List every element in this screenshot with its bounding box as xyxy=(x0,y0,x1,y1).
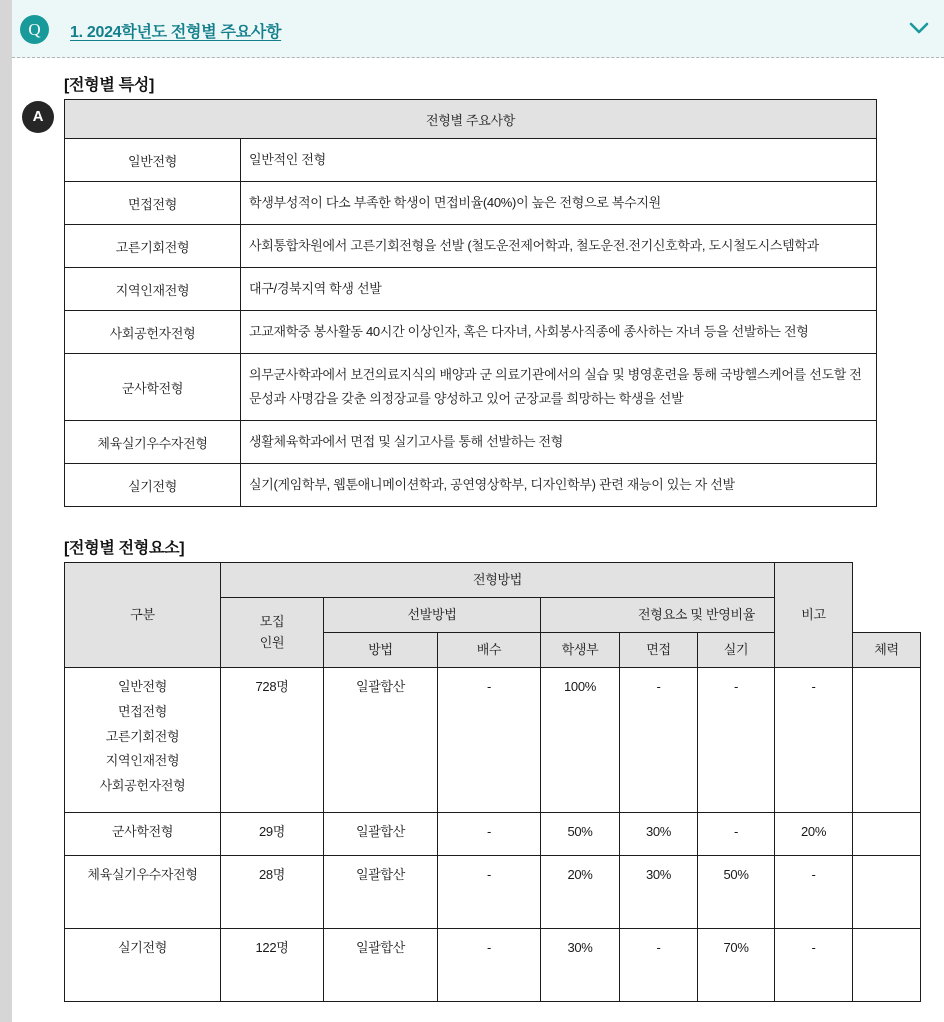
admission-features-table xyxy=(64,99,877,507)
factors-category-item: 군사학전형 xyxy=(111,824,174,840)
table-row xyxy=(65,182,877,225)
factors-remarks xyxy=(853,929,921,1002)
factors-category-item: 사회공헌자전형 xyxy=(99,778,186,794)
factors-header-quota-line2: 인원 xyxy=(259,634,285,650)
factors-quota: 28명 xyxy=(221,856,324,929)
factors-quota: 122명 xyxy=(221,929,324,1002)
chevron-down-icon[interactable] xyxy=(908,20,930,36)
factors-header-quota-line1: 모집 xyxy=(259,614,285,630)
admission-type-description: 생활체육학과에서 면접 및 실기고사를 통해 선발하는 전형 xyxy=(241,421,877,464)
factors-fitness: - xyxy=(775,929,853,1002)
factors-header-practical: 실기 xyxy=(698,633,775,668)
table-row xyxy=(65,813,921,856)
factors-category-item: 실기전형 xyxy=(117,940,168,956)
factors-category-item: 고른기회전형 xyxy=(105,728,180,744)
factors-fitness: 20% xyxy=(775,813,853,856)
factors-method: 일괄합산 xyxy=(324,813,438,856)
factors-fitness: - xyxy=(775,668,853,813)
factors-header-category: 구분 xyxy=(65,563,221,668)
admission-type-description: 사회통합차원에서 고른기회전형을 선발 (철도운전제어학과, 철도운전.전기신호학과, 도시철도시스템학과 xyxy=(241,225,877,268)
admission-type-description: 학생부성적이 다소 부족한 학생이 면접비율(40%)이 높은 전형으로 복수지원 xyxy=(241,182,877,225)
factors-categories xyxy=(65,856,221,929)
table-header-row xyxy=(65,100,877,139)
factors-categories xyxy=(65,668,221,813)
factors-header-selection-group: 선발방법 xyxy=(324,598,541,633)
table-row xyxy=(65,464,877,507)
admission-type-description: 고교재학중 봉사활동 40시간 이상인자, 혹은 다자녀, 사회봉사직종에 종사하는 자녀 등을 선발하는 전형 xyxy=(241,311,877,354)
factors-interview: - xyxy=(620,929,698,1002)
admission-type-label: 실기전형 xyxy=(65,464,241,507)
answer-content xyxy=(64,58,944,1002)
table-row xyxy=(65,225,877,268)
factors-interview: 30% xyxy=(620,813,698,856)
factors-remarks xyxy=(853,856,921,929)
admission-type-description: 실기(게임학부, 웹툰애니메이션학과, 공연영상학부, 디자인학부) 관련 재능이 있는 자 선발 xyxy=(241,464,877,507)
factors-remarks xyxy=(853,813,921,856)
section-title-features: [전형별 특성] xyxy=(64,77,154,94)
factors-practical: 70% xyxy=(698,929,775,1002)
factors-header-quota xyxy=(221,598,324,668)
admission-type-label: 일반전형 xyxy=(65,139,241,182)
table-row xyxy=(65,268,877,311)
admission-type-label: 체육실기우수자전형 xyxy=(65,421,241,464)
factors-multiple: - xyxy=(438,856,541,929)
factors-header-interview: 면접 xyxy=(620,633,698,668)
table-row xyxy=(65,668,921,813)
admission-type-label: 사회공헌자전형 xyxy=(65,311,241,354)
factors-quota: 29명 xyxy=(221,813,324,856)
factors-method: 일괄합산 xyxy=(324,668,438,813)
question-badge: Q xyxy=(20,15,49,44)
factors-header-remarks: 비고 xyxy=(775,563,853,668)
factors-category-item: 일반전형 xyxy=(117,679,168,695)
table-row xyxy=(65,421,877,464)
admission-type-label: 군사학전형 xyxy=(65,354,241,421)
page-left-gutter xyxy=(0,0,12,1022)
factors-school-record: 20% xyxy=(541,856,620,929)
factors-category-item: 면접전형 xyxy=(117,704,168,720)
factors-multiple: - xyxy=(438,813,541,856)
table-row xyxy=(65,929,921,1002)
factors-header-multiple: 배수 xyxy=(438,633,541,668)
factors-practical: - xyxy=(698,813,775,856)
question-header[interactable] xyxy=(12,0,944,58)
table-row xyxy=(65,311,877,354)
factors-method: 일괄합산 xyxy=(324,856,438,929)
question-title[interactable]: 1. 2024학년도 전형별 주요사항 xyxy=(70,24,282,41)
factors-multiple: - xyxy=(438,929,541,1002)
factors-remarks xyxy=(853,668,921,813)
features-table-header: 전형별 주요사항 xyxy=(65,100,877,139)
factors-school-record: 100% xyxy=(541,668,620,813)
factors-multiple: - xyxy=(438,668,541,813)
factors-practical: 50% xyxy=(698,856,775,929)
table-row xyxy=(65,354,877,421)
section-title-factors: [전형별 전형요소] xyxy=(64,540,185,558)
factors-categories xyxy=(65,929,221,1002)
factors-school-record: 30% xyxy=(541,929,620,1002)
factors-interview: 30% xyxy=(620,856,698,929)
admission-factors-table xyxy=(64,562,921,1002)
table-row xyxy=(65,139,877,182)
factors-header-method: 방법 xyxy=(324,633,438,668)
table-row xyxy=(65,856,921,929)
table-header-row xyxy=(65,563,921,598)
admission-type-label: 면접전형 xyxy=(65,182,241,225)
factors-school-record: 50% xyxy=(541,813,620,856)
factors-header-method-group: 전형방법 xyxy=(221,563,775,598)
factors-quota: 728명 xyxy=(221,668,324,813)
admission-type-description: 의무군사학과에서 보건의료지식의 배양과 군 의료기관에서의 실습 및 병영훈련을 통해 국방헬스케어를 선도할 전문성과 사명감을 갖춘 의정장교를 양성하고 있어 군장교를 희망하는 학생을 선발 xyxy=(241,354,877,421)
admission-type-label: 고른기회전형 xyxy=(65,225,241,268)
answer-badge: A xyxy=(22,101,54,133)
factors-header-factor-group: 전형요소 및 반영비율 xyxy=(541,598,853,633)
factors-method: 일괄합산 xyxy=(324,929,438,1002)
admission-type-label: 지역인재전형 xyxy=(65,268,241,311)
factors-category-item: 지역인재전형 xyxy=(105,753,180,769)
factors-category-item: 체육실기우수자전형 xyxy=(87,867,198,883)
factors-interview: - xyxy=(620,668,698,813)
admission-type-description: 일반적인 전형 xyxy=(241,139,877,182)
factors-fitness: - xyxy=(775,856,853,929)
answer-body xyxy=(12,58,944,1002)
factors-header-fitness: 체력 xyxy=(853,633,921,668)
factors-categories xyxy=(65,813,221,856)
factors-practical: - xyxy=(698,668,775,813)
factors-header-school-record: 학생부 xyxy=(541,633,620,668)
admission-type-description: 대구/경북지역 학생 선발 xyxy=(241,268,877,311)
